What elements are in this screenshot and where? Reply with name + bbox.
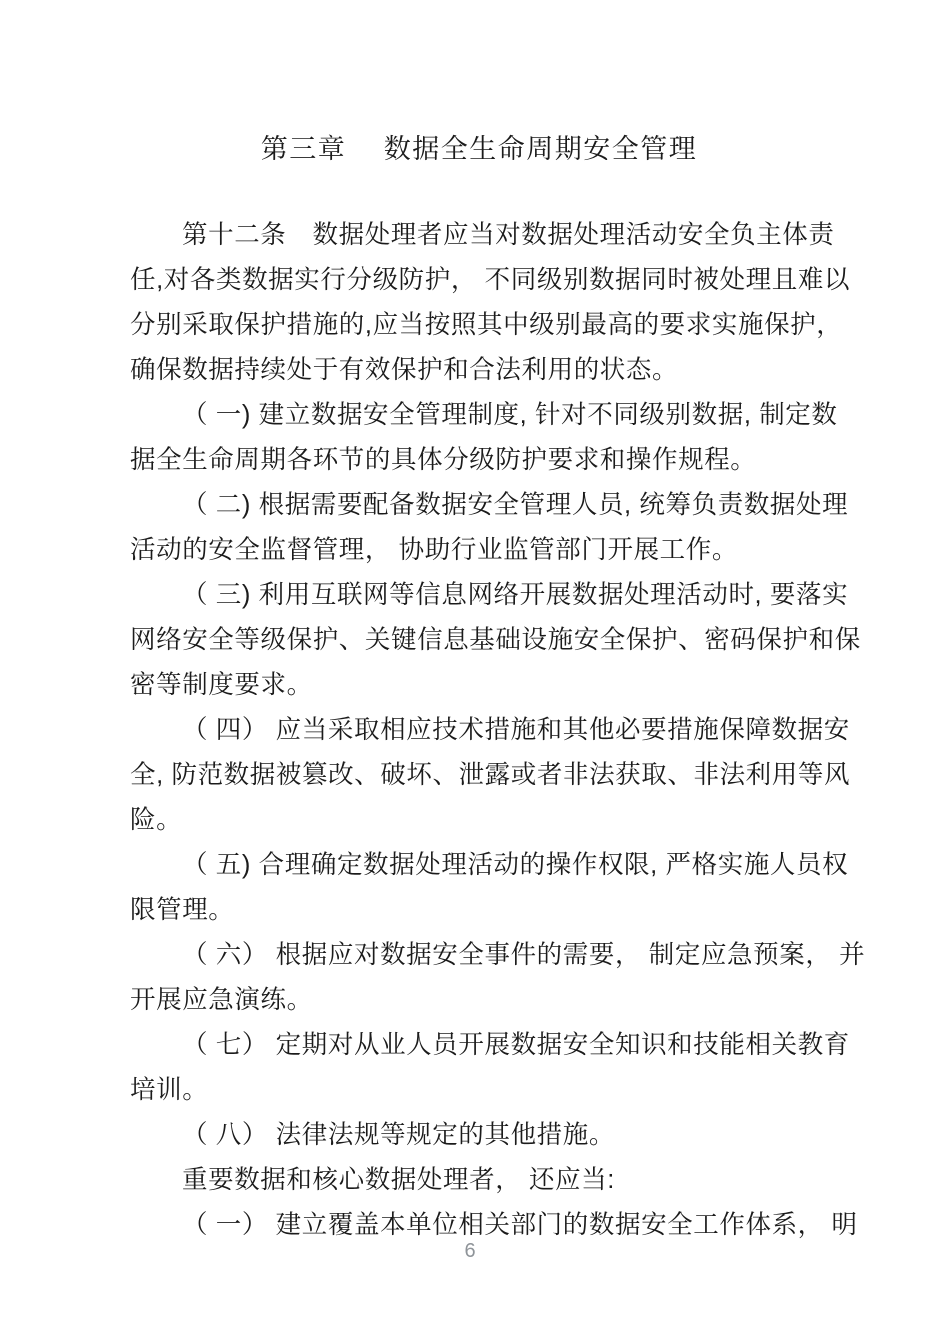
text-line: 限管理。 xyxy=(130,896,235,924)
text-line: （ 五) 合理确定数据处理活动的操作权限, 严格实施人员权 xyxy=(182,851,849,879)
text-line: （ 二) 根据需要配备数据安全管理人员, 统筹负责数据处理 xyxy=(182,491,849,519)
text-line: （ 一） 建立覆盖本单位相关部门的数据安全工作体系， 明 xyxy=(182,1211,858,1239)
chapter-title: 第三章 数据全生命周期安全管理 xyxy=(260,134,698,164)
text-line: 网络安全等级保护、关键信息基础设施安全保护、密码保护和保 xyxy=(130,626,861,654)
text-line: 重要数据和核心数据处理者， 还应当: xyxy=(182,1166,615,1194)
page-number: 6 xyxy=(464,1240,477,1262)
text-line: 确保数据持续处于有效保护和合法利用的状态。 xyxy=(130,356,679,384)
text-line: （ 一) 建立数据安全管理制度, 针对不同级别数据, 制定数 xyxy=(182,401,838,429)
document-content xyxy=(130,126,866,1248)
text-line: 开展应急演练。 xyxy=(130,986,313,1014)
text-line: 密等制度要求。 xyxy=(130,671,313,699)
text-line: 据全生命周期各环节的具体分级防护要求和操作规程。 xyxy=(130,446,757,474)
text-line: 任,对各类数据实行分级防护， 不同级别数据同时被处理且难以 xyxy=(130,266,851,294)
text-line: 险。 xyxy=(130,806,183,834)
text-line: （ 四） 应当采取相应技术措施和其他必要措施保障数据安 xyxy=(182,716,850,744)
text-line: （ 三) 利用互联网等信息网络开展数据处理活动时, 要落实 xyxy=(182,581,849,609)
text-line: 全, 防范数据被篡改、破坏、泄露或者非法获取、非法利用等风 xyxy=(130,761,851,789)
text-line: 第十二条 数据处理者应当对数据处理活动安全负主体责 xyxy=(182,221,835,249)
text-line: （ 七） 定期对从业人员开展数据安全知识和技能相关教育 xyxy=(182,1031,850,1059)
text-line: （ 六） 根据应对数据安全事件的需要， 制定应急预案， 并 xyxy=(182,941,866,969)
text-line: 活动的安全监督管理， 协助行业监管部门开展工作。 xyxy=(130,536,738,564)
text-line: （ 八） 法律法规等规定的其他措施。 xyxy=(182,1121,615,1149)
text-line: 培训。 xyxy=(130,1076,209,1104)
text-line: 分别采取保护措施的,应当按照其中级别最高的要求实施保护， xyxy=(130,311,843,339)
